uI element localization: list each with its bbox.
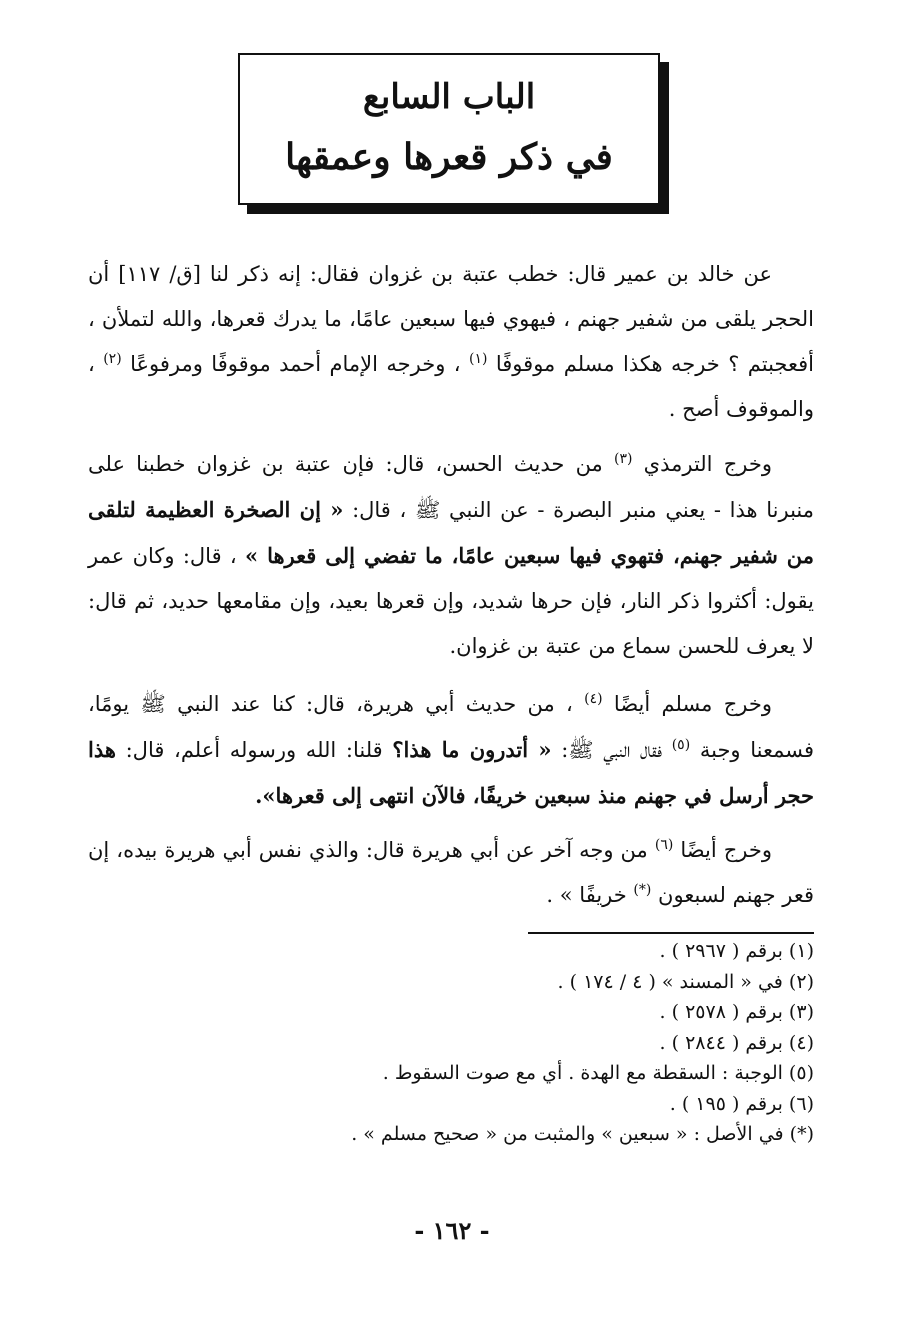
footnote-ref-star: (*) [633,882,652,898]
paragraph-4-text-1: وخرج أيضًا [680,838,772,862]
footnote-4: (٤) برقم ( ٢٨٤٤ ) . [659,1031,814,1054]
footnotes-list [214,936,814,1150]
paragraph-2-text-1: وخرج الترمذي [643,452,772,476]
paragraph-3-text-3: فقال النبي ﷺ: [561,738,663,762]
paragraph-3-text-4: قلنا: الله ورسوله أعلم، قال: [125,738,383,762]
footnote-ref-4: (٤) [584,691,603,707]
hadith-quote: هذا حجر أرسل في جهنم منذ سبعين خريفًا، فالآن انتهى إلى قعرها». [88,737,814,808]
paragraph-4-text-3: خريفًا » . [546,883,627,907]
paragraph-1-text-1: عن خالد بن عمير قال: خطب عتبة بن غزوان فقال: إنه ذكر لنا [ق/ ١١٧] أن الحجر يلقى من شفير جهنم ، فيهوي فيها سبعين عامًا، ما يدرك قعرها، والله لتملأن ، أفعجبتم ؟ خرجه هكذا مسلم موقوفًا [88,262,814,376]
paragraph-4 [88,828,814,918]
paragraph-2-text-2: من حديث الحسن، قال: فإن عتبة بن غزوان خطبنا على منبرنا هذا - يعني منبر البصرة - عن النبي ﷺ ، قال: [88,452,814,522]
chapter-subtitle: في ذكر قعرها وعمقها [285,136,613,178]
paragraph-2-text-3: ، قال: وكان عمر يقول: أكثروا ذكر النار، فإن حرها شديد، وإن قعرها بعيد، وإن مقامعها حديد، ثم قال: لا يعرف للحسن سماع من عتبة بن غزوان. [88,544,814,658]
hadith-quote: « إن الصخرة العظيمة لتلقى من شفير جهنم، فتهوي فيها سبعين عامًا، ما تفضي إلى قعرها » [88,497,814,568]
paragraph-1-text-2: ، وخرجه الإمام أحمد موقوفًا ومرفوعًا [130,352,461,376]
paragraph-3 [88,682,814,819]
footnote-ref-6: (٦) [654,837,674,853]
footnote-3: (٣) برقم ( ٢٥٧٨ ) . [659,1001,814,1023]
footnote-ref-1: (١) [468,351,488,367]
paragraph-2 [88,442,814,669]
footnote-6: (٦) برقم ( ١٩٥ ) . [669,1092,814,1115]
paragraph-1 [88,252,814,432]
chapter-title: الباب السابع [362,77,536,117]
paragraph-3-text-2: ، من حديث أبي هريرة، قال: كنا عند النبي ﷺ يومًا، فسمعنا وجبة [88,692,814,762]
paragraph-4-text-2: من وجه آخر عن أبي هريرة قال: والذي نفس أبي هريرة بيده، إن قعر جهنم لسبعون [88,838,814,907]
hadith-quote: « أتدرون ما هذا؟ [392,737,552,762]
paragraph-3-text-1: وخرج مسلم أيضًا [613,692,772,716]
footnote-separator [528,932,814,934]
footnote-ref-2: (٢) [103,351,122,367]
paragraph-1-text-3: ، والموقوف أصح . [88,352,814,421]
footnote-ref-5: (٥) [671,737,691,753]
footnote-ref-3: (٣) [614,451,633,467]
footnote-5: (٥) الوجبة : السقطة مع الهدة . أي مع صوت السقوط . [382,1062,814,1084]
page-number: - ١٦٢ - [414,1216,490,1245]
footnote-star: (*) في الأصل : « سبعين » والمثبت من « صحيح مسلم » . [351,1123,814,1145]
chapter-title-box [238,53,660,205]
footnote-2: (٢) في « المسند » ( ٤ / ١٧٤ ) . [557,970,814,993]
footnote-1: (١) برقم ( ٢٩٦٧ ) . [659,940,814,962]
